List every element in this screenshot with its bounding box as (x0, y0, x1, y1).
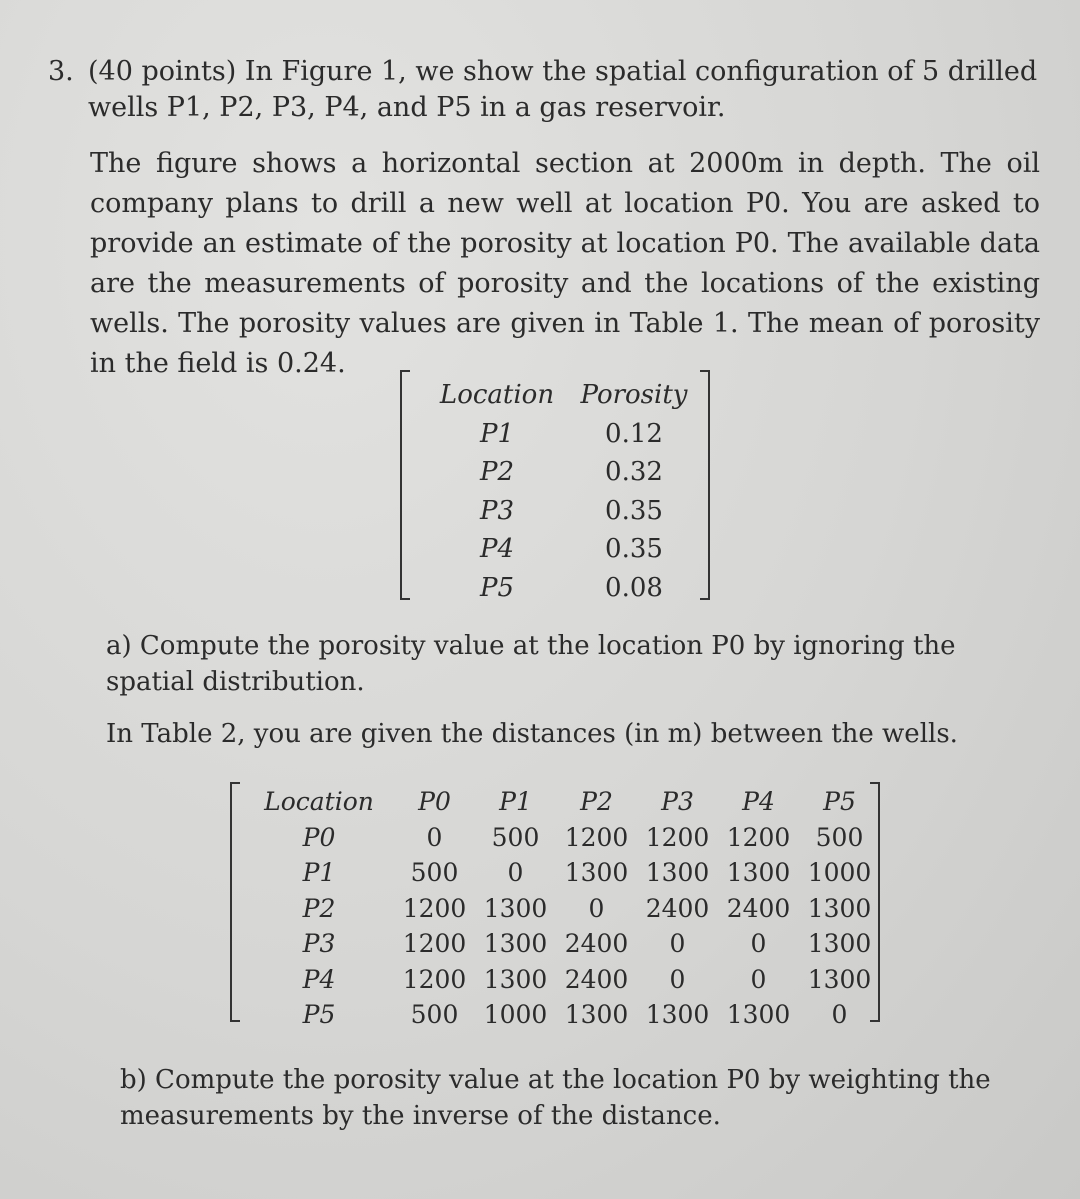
table-row (244, 962, 880, 998)
table-row (244, 926, 880, 962)
table1-location-cell: P3 (479, 495, 515, 526)
table2-header-cell: P2 (580, 787, 613, 816)
table2-distance-cell: 1300 (564, 1000, 629, 1029)
table2-distance-cell: 1300 (483, 893, 548, 923)
table-row (244, 855, 880, 891)
table2-distance-cell: 0 (669, 929, 686, 958)
table2-distance-cell: 1300 (726, 858, 791, 887)
table2-left-bracket (230, 782, 240, 1022)
table-row (424, 415, 698, 454)
table2-distance-cell: 1200 (726, 822, 791, 852)
table2-header-cell: P1 (499, 787, 532, 816)
table2-distance-cell: 500 (410, 1000, 459, 1029)
table2-header-cell: P3 (661, 787, 694, 816)
table-row (244, 820, 880, 856)
problem-line-1 (48, 54, 1048, 90)
problem-paragraph: The figure shows a horizontal section at 2000m in depth. The oil company plans to drill a new well at location P0. You are asked to provide an estimate of the porosity at location P0. The available data are the measurements of porosity and the locations of the existing wells. The porosity values are given in Table 1. The mean of porosity in the field is 0.24. (90, 148, 1040, 379)
table1-header-row (424, 376, 698, 415)
table2-distance-cell: 0 (750, 964, 767, 994)
table1-location-cell: P2 (479, 457, 515, 487)
table2-distance-cell: 1200 (402, 929, 467, 958)
table-row (424, 453, 698, 492)
table2-row-label: P0 (302, 822, 336, 852)
table2-distance-cell: 0 (426, 822, 443, 852)
table1-porosity-cell: 0.08 (605, 572, 663, 603)
table2-distance-cell: 1300 (564, 858, 629, 887)
table2-distance-cell: 500 (491, 822, 540, 852)
table1-porosity-cell: 0.35 (605, 495, 663, 526)
table2-distance-cell: 1000 (807, 858, 872, 887)
table1-porosity-cell: 0.35 (605, 534, 663, 564)
table2-distance-cell: 0 (669, 964, 686, 994)
problem-header (48, 54, 1048, 126)
question-a: a) Compute the porosity value at the location P0 by ignoring the spatial distribution. (106, 631, 956, 697)
table2-grid (244, 784, 880, 1033)
table2-header-cell: P4 (742, 787, 775, 816)
question-b: b) Compute the porosity value at the location P0 by weighting the measurements by the inverse of the distance. (120, 1065, 991, 1131)
table1-header-location: Location (439, 380, 555, 410)
table1-porosity-cell: 0.32 (605, 457, 663, 487)
table-row (424, 530, 698, 569)
table2-distance-cell: 0 (831, 1000, 848, 1029)
table2-distance-cell: 1300 (726, 1000, 791, 1029)
table2-distance-cell: 2400 (726, 893, 791, 923)
table2-distance-cell: 1300 (807, 964, 872, 994)
table1-left-bracket (400, 370, 410, 600)
table2-distance-cell: 2400 (564, 929, 629, 958)
table2-row-label: P1 (302, 858, 336, 887)
table2-distance-cell: 0 (507, 858, 524, 887)
table-row (244, 997, 880, 1033)
table2-header-cell: P0 (418, 787, 451, 816)
table2-distance-cell: 1200 (402, 964, 467, 994)
table2-distance-cell: 0 (588, 893, 605, 923)
table2-header-cell: P5 (823, 787, 856, 816)
problem-intro-line-1: (40 points) In Figure 1, we show the spatial configuration of 5 drilled (88, 56, 1038, 87)
distance-table (230, 782, 880, 1029)
table1-grid (424, 376, 698, 607)
table2-distance-cell: 500 (410, 858, 459, 887)
table2-distance-cell: 1000 (483, 1000, 548, 1029)
table2-distance-cell: 1200 (645, 822, 710, 852)
table2-distance-cell: 1200 (402, 893, 467, 923)
table-row (424, 569, 698, 608)
table1-location-cell: P1 (479, 418, 515, 449)
table2-row-label: P2 (302, 893, 336, 923)
table2-distance-cell: 1300 (807, 929, 872, 958)
table1-header-porosity: Porosity (580, 380, 688, 410)
table2-distance-cell: 1300 (645, 1000, 710, 1029)
table2-header-location: Location (264, 787, 374, 816)
porosity-table (400, 370, 710, 603)
table1-location-cell: P4 (479, 534, 515, 564)
table-row (244, 891, 880, 927)
table2-distance-cell: 500 (815, 822, 864, 852)
table2-distance-cell: 1300 (483, 929, 548, 958)
table2-row-label: P5 (302, 1000, 336, 1029)
table2-distance-cell: 0 (750, 929, 767, 958)
table1-right-bracket (700, 370, 710, 600)
table2-distance-cell: 1200 (564, 822, 629, 852)
table2-header-row (244, 784, 880, 820)
table2-distance-cell: 1300 (807, 893, 872, 923)
problem-number: 3. (48, 56, 74, 87)
table2-row-label: P4 (302, 964, 336, 994)
table2-row-label: P3 (302, 929, 336, 958)
table1-location-cell: P5 (479, 572, 515, 603)
table2-distance-cell: 2400 (645, 893, 710, 923)
table2-distance-cell: 1300 (645, 858, 710, 887)
problem-intro-line-2: wells P1, P2, P3, P4, and P5 in a gas reservoir. (88, 92, 726, 123)
table2-distance-cell: 2400 (564, 964, 629, 994)
table1-porosity-cell: 0.12 (605, 418, 663, 449)
table2-intro: In Table 2, you are given the distances (in m) between the wells. (106, 719, 958, 749)
table-row (424, 492, 698, 531)
table2-distance-cell: 1300 (483, 964, 548, 994)
